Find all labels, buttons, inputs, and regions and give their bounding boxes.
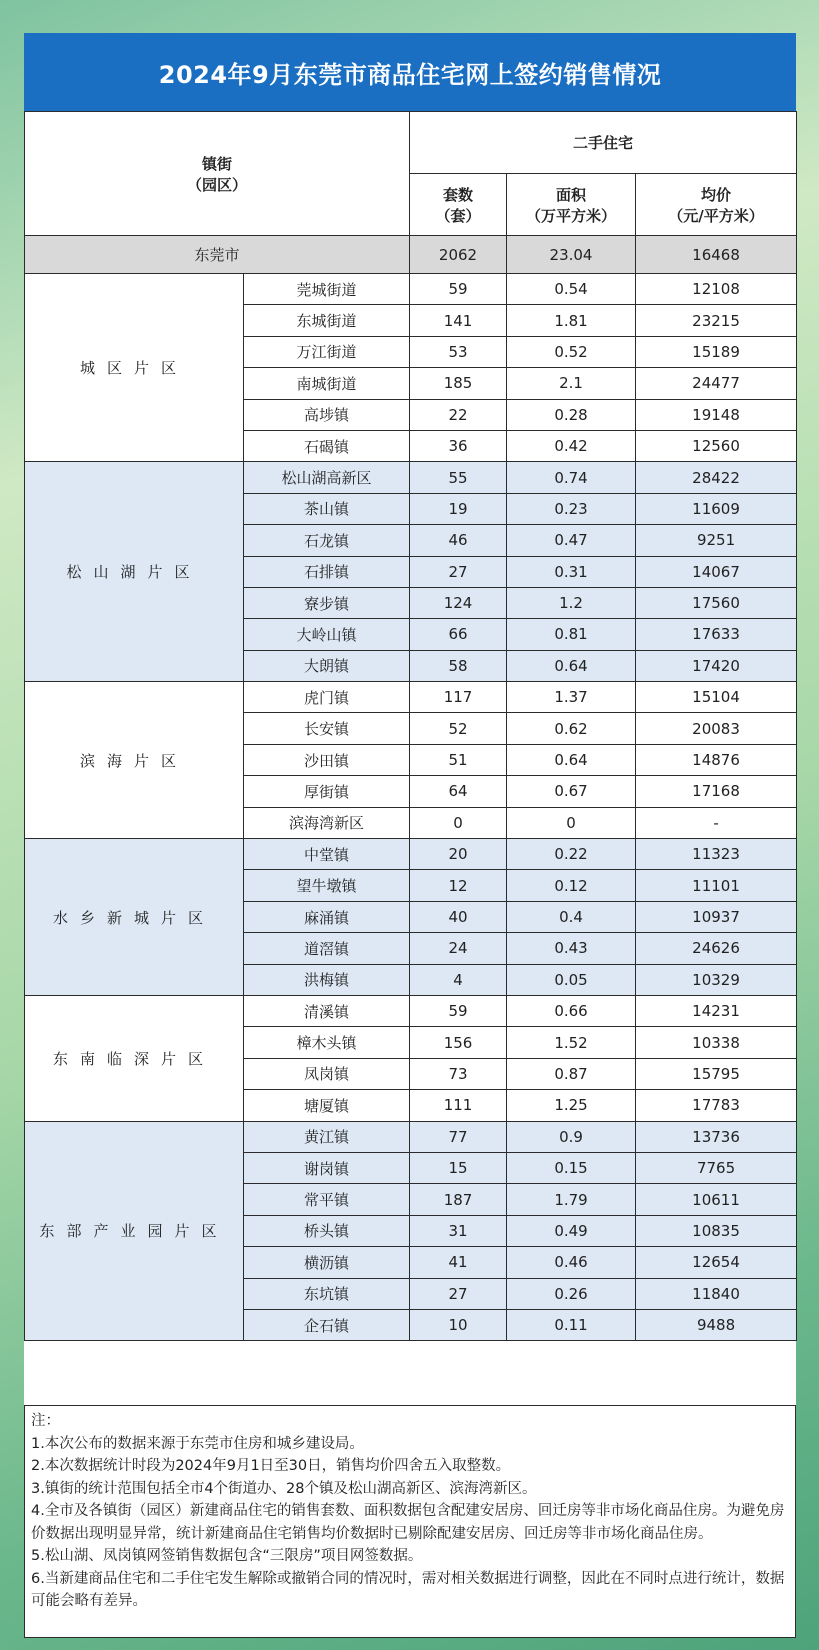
note-line: 注： bbox=[31, 1413, 60, 1429]
town-name: 石龙镇 bbox=[244, 525, 410, 556]
sets-cell: 185 bbox=[410, 368, 507, 399]
table-row bbox=[25, 274, 797, 305]
price-cell: 17633 bbox=[636, 619, 797, 650]
town-name: 松山湖高新区 bbox=[244, 462, 410, 493]
report-title: 2024年9月东莞市商品住宅网上签约销售情况 bbox=[24, 33, 796, 111]
zone-name: 松山湖片区 bbox=[25, 462, 244, 682]
total-area: 23.04 bbox=[507, 236, 636, 274]
price-cell: 20083 bbox=[636, 713, 797, 744]
area-cell: 0.66 bbox=[507, 995, 636, 1026]
town-name: 虎门镇 bbox=[244, 682, 410, 713]
sets-cell: 27 bbox=[410, 556, 507, 587]
town-name: 凤岗镇 bbox=[244, 1058, 410, 1089]
town-name: 道滘镇 bbox=[244, 933, 410, 964]
town-name: 谢岗镇 bbox=[244, 1152, 410, 1183]
sets-cell: 31 bbox=[410, 1215, 507, 1246]
area-cell: 0.31 bbox=[507, 556, 636, 587]
sets-cell: 55 bbox=[410, 462, 507, 493]
sets-cell: 64 bbox=[410, 776, 507, 807]
total-sets: 2062 bbox=[410, 236, 507, 274]
sets-cell: 73 bbox=[410, 1058, 507, 1089]
table-row bbox=[25, 995, 797, 1026]
table-row bbox=[25, 1121, 797, 1152]
sets-cell: 41 bbox=[410, 1247, 507, 1278]
area-cell: 0.87 bbox=[507, 1058, 636, 1089]
town-name: 茶山镇 bbox=[244, 493, 410, 524]
area-cell: 0.64 bbox=[507, 744, 636, 775]
price-cell: 11323 bbox=[636, 839, 797, 870]
town-name: 南城街道 bbox=[244, 368, 410, 399]
price-cell: 10937 bbox=[636, 901, 797, 932]
sets-header bbox=[410, 174, 507, 236]
town-name: 洪梅镇 bbox=[244, 964, 410, 995]
sets-cell: 141 bbox=[410, 305, 507, 336]
price-cell: 15795 bbox=[636, 1058, 797, 1089]
table-row bbox=[25, 839, 797, 870]
area-cell: 0.81 bbox=[507, 619, 636, 650]
sets-cell: 24 bbox=[410, 933, 507, 964]
town-name: 黄江镇 bbox=[244, 1121, 410, 1152]
price-cell: 10329 bbox=[636, 964, 797, 995]
area-cell: 1.2 bbox=[507, 587, 636, 618]
town-name: 莞城街道 bbox=[244, 274, 410, 305]
town-name: 横沥镇 bbox=[244, 1247, 410, 1278]
area-cell: 0.43 bbox=[507, 933, 636, 964]
price-cell: 17783 bbox=[636, 1090, 797, 1121]
area-cell: 0 bbox=[507, 807, 636, 838]
price-cell: 10338 bbox=[636, 1027, 797, 1058]
town-name: 常平镇 bbox=[244, 1184, 410, 1215]
area-cell: 1.25 bbox=[507, 1090, 636, 1121]
sales-table bbox=[24, 111, 797, 1341]
price-cell: 14067 bbox=[636, 556, 797, 587]
price-cell: 9251 bbox=[636, 525, 797, 556]
price-cell: 7765 bbox=[636, 1152, 797, 1183]
town-name: 万江街道 bbox=[244, 336, 410, 367]
price-cell: 11840 bbox=[636, 1278, 797, 1309]
area-cell: 1.81 bbox=[507, 305, 636, 336]
note-line: 2.本次数据统计时段为2024年9月1日至30日，销售均价四舍五入取整数。 bbox=[31, 1458, 511, 1474]
price-cell: 12560 bbox=[636, 430, 797, 461]
price-cell: 24626 bbox=[636, 933, 797, 964]
group-header: 二手住宅 bbox=[410, 112, 797, 174]
sets-cell: 52 bbox=[410, 713, 507, 744]
sets-cell: 10 bbox=[410, 1309, 507, 1340]
sets-cell: 0 bbox=[410, 807, 507, 838]
sets-cell: 77 bbox=[410, 1121, 507, 1152]
area-cell: 0.74 bbox=[507, 462, 636, 493]
area-cell: 0.05 bbox=[507, 964, 636, 995]
total-row bbox=[25, 236, 797, 274]
price-cell: 17168 bbox=[636, 776, 797, 807]
table-row bbox=[25, 462, 797, 493]
sets-cell: 4 bbox=[410, 964, 507, 995]
total-price: 16468 bbox=[636, 236, 797, 274]
price-cell: 12108 bbox=[636, 274, 797, 305]
price-header bbox=[636, 174, 797, 236]
price-cell: 10835 bbox=[636, 1215, 797, 1246]
area-header-line2: （园区） bbox=[187, 175, 248, 194]
note-line: 1.本次公布的数据来源于东莞市住房和城乡建设局。 bbox=[31, 1435, 364, 1452]
zone-name: 水乡新城片区 bbox=[25, 839, 244, 996]
sets-cell: 36 bbox=[410, 430, 507, 461]
total-name: 东莞市 bbox=[25, 236, 410, 274]
price-cell: 24477 bbox=[636, 368, 797, 399]
area-header bbox=[25, 112, 410, 236]
town-name: 桥头镇 bbox=[244, 1215, 410, 1246]
town-name: 塘厦镇 bbox=[244, 1090, 410, 1121]
zone-name: 东南临深片区 bbox=[25, 995, 244, 1121]
town-name: 樟木头镇 bbox=[244, 1027, 410, 1058]
sets-cell: 59 bbox=[410, 995, 507, 1026]
town-name: 石排镇 bbox=[244, 556, 410, 587]
sets-cell: 53 bbox=[410, 336, 507, 367]
report-card bbox=[24, 33, 796, 1638]
zone-name: 城区片区 bbox=[25, 274, 244, 462]
town-name: 寮步镇 bbox=[244, 587, 410, 618]
area-cell: 0.62 bbox=[507, 713, 636, 744]
sets-cell: 59 bbox=[410, 274, 507, 305]
area-cell: 2.1 bbox=[507, 368, 636, 399]
sets-cell: 27 bbox=[410, 1278, 507, 1309]
area-cell: 0.49 bbox=[507, 1215, 636, 1246]
price-header-line2: （元/平方米） bbox=[668, 206, 764, 225]
area-cell: 0.54 bbox=[507, 274, 636, 305]
sets-cell: 51 bbox=[410, 744, 507, 775]
price-cell: 19148 bbox=[636, 399, 797, 430]
price-cell: 13736 bbox=[636, 1121, 797, 1152]
area-cell: 1.52 bbox=[507, 1027, 636, 1058]
price-cell: 23215 bbox=[636, 305, 797, 336]
area-cell: 0.47 bbox=[507, 525, 636, 556]
price-cell: 11609 bbox=[636, 493, 797, 524]
area-cell: 0.22 bbox=[507, 839, 636, 870]
sets-cell: 66 bbox=[410, 619, 507, 650]
price-header-line1: 均价 bbox=[701, 185, 732, 204]
area-cell: 0.67 bbox=[507, 776, 636, 807]
town-name: 望牛墩镇 bbox=[244, 870, 410, 901]
area-cell: 0.26 bbox=[507, 1278, 636, 1309]
price-cell: 15189 bbox=[636, 336, 797, 367]
note-line: 5.松山湖、凤岗镇网签销售数据包含“三限房”项目网签数据。 bbox=[31, 1548, 423, 1564]
price-cell: 17420 bbox=[636, 650, 797, 681]
note-line: 6.当新建商品住宅和二手住宅发生解除或撤销合同的情况时，需对相关数据进行调整，因此在不同时点进行统计，数据可能会略有差异。 bbox=[31, 1570, 785, 1609]
area-cell: 0.11 bbox=[507, 1309, 636, 1340]
town-name: 中堂镇 bbox=[244, 839, 410, 870]
town-name: 东坑镇 bbox=[244, 1278, 410, 1309]
town-name: 沙田镇 bbox=[244, 744, 410, 775]
area-cell: 0.4 bbox=[507, 901, 636, 932]
price-cell: 17560 bbox=[636, 587, 797, 618]
price-cell: 15104 bbox=[636, 682, 797, 713]
sets-cell: 22 bbox=[410, 399, 507, 430]
town-name: 企石镇 bbox=[244, 1309, 410, 1340]
note-line: 3.镇街的统计范围包括全市4个街道办、28个镇及松山湖高新区、滨海湾新区。 bbox=[31, 1480, 537, 1497]
town-name: 高埗镇 bbox=[244, 399, 410, 430]
sets-cell: 156 bbox=[410, 1027, 507, 1058]
area-col-header-line2: （万平方米） bbox=[526, 206, 617, 225]
sets-cell: 111 bbox=[410, 1090, 507, 1121]
town-name: 东城街道 bbox=[244, 305, 410, 336]
town-name: 麻涌镇 bbox=[244, 901, 410, 932]
area-col-header bbox=[507, 174, 636, 236]
town-name: 大岭山镇 bbox=[244, 619, 410, 650]
town-name: 厚街镇 bbox=[244, 776, 410, 807]
sets-cell: 20 bbox=[410, 839, 507, 870]
area-cell: 1.79 bbox=[507, 1184, 636, 1215]
sets-cell: 12 bbox=[410, 870, 507, 901]
price-cell: 14231 bbox=[636, 995, 797, 1026]
town-name: 清溪镇 bbox=[244, 995, 410, 1026]
area-cell: 0.42 bbox=[507, 430, 636, 461]
area-cell: 0.12 bbox=[507, 870, 636, 901]
zone-name: 东部产业园片区 bbox=[25, 1121, 244, 1341]
town-name: 石碣镇 bbox=[244, 430, 410, 461]
sets-cell: 19 bbox=[410, 493, 507, 524]
area-header-line1: 镇街 bbox=[202, 154, 233, 173]
sets-cell: 40 bbox=[410, 901, 507, 932]
sets-cell: 46 bbox=[410, 525, 507, 556]
price-cell: - bbox=[636, 807, 797, 838]
sets-cell: 15 bbox=[410, 1152, 507, 1183]
price-cell: 10611 bbox=[636, 1184, 797, 1215]
area-cell: 0.23 bbox=[507, 493, 636, 524]
area-col-header-line1: 面积 bbox=[556, 185, 587, 204]
sets-cell: 187 bbox=[410, 1184, 507, 1215]
notes-section bbox=[24, 1405, 796, 1638]
price-cell: 28422 bbox=[636, 462, 797, 493]
table-row bbox=[25, 682, 797, 713]
town-name: 大朗镇 bbox=[244, 650, 410, 681]
sets-cell: 117 bbox=[410, 682, 507, 713]
town-name: 滨海湾新区 bbox=[244, 807, 410, 838]
price-cell: 14876 bbox=[636, 744, 797, 775]
area-cell: 0.28 bbox=[507, 399, 636, 430]
area-cell: 0.64 bbox=[507, 650, 636, 681]
town-name: 长安镇 bbox=[244, 713, 410, 744]
note-line: 4.全市及各镇街（园区）新建商品住宅的销售套数、面积数据包含配建安居房、回迁房等非市场化商品住房。为避免房价数据出现明显异常，统计新建商品住宅销售均价数据时已剔除配建安居房、回迁房等非市场化商品住房。 bbox=[31, 1503, 785, 1542]
zone-name: 滨海片区 bbox=[25, 682, 244, 839]
area-cell: 0.52 bbox=[507, 336, 636, 367]
sets-cell: 58 bbox=[410, 650, 507, 681]
price-cell: 9488 bbox=[636, 1309, 797, 1340]
area-cell: 0.46 bbox=[507, 1247, 636, 1278]
price-cell: 11101 bbox=[636, 870, 797, 901]
area-cell: 1.37 bbox=[507, 682, 636, 713]
sets-header-line1: 套数 bbox=[443, 185, 474, 204]
price-cell: 12654 bbox=[636, 1247, 797, 1278]
sets-header-line2: （套） bbox=[435, 206, 481, 225]
area-cell: 0.15 bbox=[507, 1152, 636, 1183]
sets-cell: 124 bbox=[410, 587, 507, 618]
area-cell: 0.9 bbox=[507, 1121, 636, 1152]
